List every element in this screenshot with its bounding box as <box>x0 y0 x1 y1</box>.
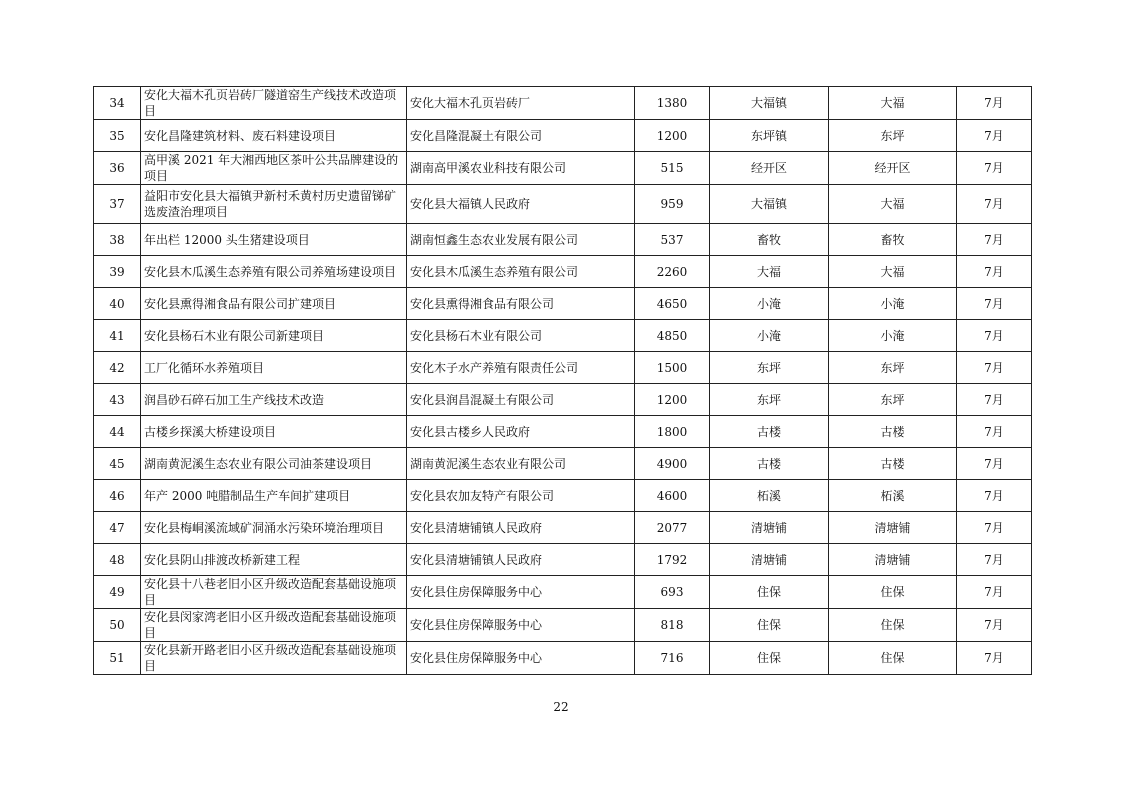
row-number-cell: 39 <box>94 256 141 288</box>
investment-amount-cell: 693 <box>635 576 710 609</box>
table-body <box>94 87 1032 675</box>
responsible-unit-cell: 安化昌隆混凝土有限公司 <box>407 120 635 152</box>
row-number-cell: 49 <box>94 576 141 609</box>
responsible-unit-cell: 安化木子水产养殖有限责任公司 <box>407 352 635 384</box>
table-row <box>94 416 1032 448</box>
area-unit-cell: 大福 <box>829 256 957 288</box>
project-name-cell: 高甲溪 2021 年大湘西地区茶叶公共品牌建设的项目 <box>141 152 407 185</box>
responsible-unit-cell: 安化县熏得湘食品有限公司 <box>407 288 635 320</box>
township-cell: 小淹 <box>710 288 829 320</box>
area-unit-cell: 住保 <box>829 642 957 675</box>
project-name-cell: 工厂化循环水养殖项目 <box>141 352 407 384</box>
responsible-unit-cell: 安化县清塘铺镇人民政府 <box>407 512 635 544</box>
township-cell: 古楼 <box>710 416 829 448</box>
month-cell: 7月 <box>957 152 1032 185</box>
investment-amount-cell: 1800 <box>635 416 710 448</box>
investment-amount-cell: 1792 <box>635 544 710 576</box>
area-unit-cell: 小淹 <box>829 320 957 352</box>
area-unit-cell: 东坪 <box>829 120 957 152</box>
township-cell: 大福镇 <box>710 185 829 224</box>
table-row <box>94 448 1032 480</box>
project-name-cell: 安化县木瓜溪生态养殖有限公司养殖场建设项目 <box>141 256 407 288</box>
area-unit-cell: 小淹 <box>829 288 957 320</box>
responsible-unit-cell: 安化县住房保障服务中心 <box>407 642 635 675</box>
township-cell: 东坪镇 <box>710 120 829 152</box>
responsible-unit-cell: 湖南恒鑫生态农业发展有限公司 <box>407 224 635 256</box>
month-cell: 7月 <box>957 576 1032 609</box>
project-name-cell: 安化县梅峒溪流域矿洞涌水污染环境治理项目 <box>141 512 407 544</box>
area-unit-cell: 经开区 <box>829 152 957 185</box>
township-cell: 小淹 <box>710 320 829 352</box>
month-cell: 7月 <box>957 642 1032 675</box>
month-cell: 7月 <box>957 416 1032 448</box>
investment-amount-cell: 515 <box>635 152 710 185</box>
project-name-cell: 安化大福木孔页岩砖厂隧道窑生产线技术改造项目 <box>141 87 407 120</box>
month-cell: 7月 <box>957 185 1032 224</box>
table-row <box>94 120 1032 152</box>
investment-amount-cell: 1380 <box>635 87 710 120</box>
project-name-cell: 安化县熏得湘食品有限公司扩建项目 <box>141 288 407 320</box>
month-cell: 7月 <box>957 480 1032 512</box>
responsible-unit-cell: 安化县木瓜溪生态养殖有限公司 <box>407 256 635 288</box>
month-cell: 7月 <box>957 609 1032 642</box>
row-number-cell: 35 <box>94 120 141 152</box>
row-number-cell: 43 <box>94 384 141 416</box>
project-name-cell: 安化县杨石木业有限公司新建项目 <box>141 320 407 352</box>
row-number-cell: 47 <box>94 512 141 544</box>
project-name-cell: 湖南黄泥溪生态农业有限公司油茶建设项目 <box>141 448 407 480</box>
table-row <box>94 320 1032 352</box>
responsible-unit-cell: 湖南高甲溪农业科技有限公司 <box>407 152 635 185</box>
township-cell: 东坪 <box>710 384 829 416</box>
area-unit-cell: 住保 <box>829 576 957 609</box>
project-name-cell: 年产 2000 吨腊制品生产车间扩建项目 <box>141 480 407 512</box>
table-row <box>94 642 1032 675</box>
investment-amount-cell: 4850 <box>635 320 710 352</box>
township-cell: 住保 <box>710 576 829 609</box>
project-name-cell: 润昌砂石碎石加工生产线技术改造 <box>141 384 407 416</box>
township-cell: 柘溪 <box>710 480 829 512</box>
responsible-unit-cell: 安化县大福镇人民政府 <box>407 185 635 224</box>
month-cell: 7月 <box>957 512 1032 544</box>
area-unit-cell: 东坪 <box>829 352 957 384</box>
table-row <box>94 576 1032 609</box>
month-cell: 7月 <box>957 384 1032 416</box>
township-cell: 畜牧 <box>710 224 829 256</box>
responsible-unit-cell: 湖南黄泥溪生态农业有限公司 <box>407 448 635 480</box>
month-cell: 7月 <box>957 87 1032 120</box>
table-row <box>94 480 1032 512</box>
table-row <box>94 352 1032 384</box>
month-cell: 7月 <box>957 288 1032 320</box>
area-unit-cell: 住保 <box>829 609 957 642</box>
row-number-cell: 41 <box>94 320 141 352</box>
responsible-unit-cell: 安化县住房保障服务中心 <box>407 609 635 642</box>
township-cell: 东坪 <box>710 352 829 384</box>
investment-amount-cell: 959 <box>635 185 710 224</box>
month-cell: 7月 <box>957 256 1032 288</box>
township-cell: 住保 <box>710 642 829 675</box>
project-name-cell: 安化昌隆建筑材料、废石料建设项目 <box>141 120 407 152</box>
row-number-cell: 34 <box>94 87 141 120</box>
area-unit-cell: 柘溪 <box>829 480 957 512</box>
row-number-cell: 37 <box>94 185 141 224</box>
row-number-cell: 42 <box>94 352 141 384</box>
township-cell: 大福镇 <box>710 87 829 120</box>
table-row <box>94 224 1032 256</box>
township-cell: 经开区 <box>710 152 829 185</box>
project-name-cell: 安化县闵家湾老旧小区升级改造配套基础设施项目 <box>141 609 407 642</box>
responsible-unit-cell: 安化县润昌混凝土有限公司 <box>407 384 635 416</box>
row-number-cell: 45 <box>94 448 141 480</box>
area-unit-cell: 古楼 <box>829 448 957 480</box>
township-cell: 住保 <box>710 609 829 642</box>
area-unit-cell: 畜牧 <box>829 224 957 256</box>
table-row <box>94 384 1032 416</box>
table-row <box>94 609 1032 642</box>
area-unit-cell: 清塘铺 <box>829 544 957 576</box>
month-cell: 7月 <box>957 224 1032 256</box>
investment-amount-cell: 818 <box>635 609 710 642</box>
responsible-unit-cell: 安化县古楼乡人民政府 <box>407 416 635 448</box>
month-cell: 7月 <box>957 320 1032 352</box>
investment-amount-cell: 4900 <box>635 448 710 480</box>
area-unit-cell: 清塘铺 <box>829 512 957 544</box>
responsible-unit-cell: 安化县农加友特产有限公司 <box>407 480 635 512</box>
row-number-cell: 51 <box>94 642 141 675</box>
responsible-unit-cell: 安化县杨石木业有限公司 <box>407 320 635 352</box>
township-cell: 清塘铺 <box>710 512 829 544</box>
row-number-cell: 50 <box>94 609 141 642</box>
page-number: 22 <box>553 700 569 714</box>
investment-amount-cell: 2077 <box>635 512 710 544</box>
table-row <box>94 256 1032 288</box>
row-number-cell: 44 <box>94 416 141 448</box>
investment-amount-cell: 1500 <box>635 352 710 384</box>
area-unit-cell: 大福 <box>829 87 957 120</box>
row-number-cell: 36 <box>94 152 141 185</box>
project-name-cell: 益阳市安化县大福镇尹新村禾黄村历史遗留锑矿选废渣治理项目 <box>141 185 407 224</box>
investment-amount-cell: 537 <box>635 224 710 256</box>
table-row <box>94 152 1032 185</box>
investment-amount-cell: 716 <box>635 642 710 675</box>
area-unit-cell: 古楼 <box>829 416 957 448</box>
project-name-cell: 安化县新开路老旧小区升级改造配套基础设施项目 <box>141 642 407 675</box>
table-row <box>94 544 1032 576</box>
project-table <box>93 86 1032 675</box>
month-cell: 7月 <box>957 352 1032 384</box>
responsible-unit-cell: 安化县住房保障服务中心 <box>407 576 635 609</box>
investment-amount-cell: 1200 <box>635 120 710 152</box>
row-number-cell: 46 <box>94 480 141 512</box>
project-name-cell: 年出栏 12000 头生猪建设项目 <box>141 224 407 256</box>
investment-amount-cell: 4600 <box>635 480 710 512</box>
township-cell: 清塘铺 <box>710 544 829 576</box>
table-row <box>94 87 1032 120</box>
table-row <box>94 185 1032 224</box>
row-number-cell: 48 <box>94 544 141 576</box>
project-name-cell: 安化县十八巷老旧小区升级改造配套基础设施项目 <box>141 576 407 609</box>
month-cell: 7月 <box>957 448 1032 480</box>
month-cell: 7月 <box>957 120 1032 152</box>
responsible-unit-cell: 安化县清塘铺镇人民政府 <box>407 544 635 576</box>
area-unit-cell: 大福 <box>829 185 957 224</box>
table-row <box>94 288 1032 320</box>
project-name-cell: 安化县阴山排渡改桥新建工程 <box>141 544 407 576</box>
investment-amount-cell: 1200 <box>635 384 710 416</box>
township-cell: 古楼 <box>710 448 829 480</box>
table-row <box>94 512 1032 544</box>
row-number-cell: 38 <box>94 224 141 256</box>
investment-amount-cell: 4650 <box>635 288 710 320</box>
township-cell: 大福 <box>710 256 829 288</box>
area-unit-cell: 东坪 <box>829 384 957 416</box>
investment-amount-cell: 2260 <box>635 256 710 288</box>
project-name-cell: 古楼乡探溪大桥建设项目 <box>141 416 407 448</box>
row-number-cell: 40 <box>94 288 141 320</box>
responsible-unit-cell: 安化大福木孔页岩砖厂 <box>407 87 635 120</box>
month-cell: 7月 <box>957 544 1032 576</box>
